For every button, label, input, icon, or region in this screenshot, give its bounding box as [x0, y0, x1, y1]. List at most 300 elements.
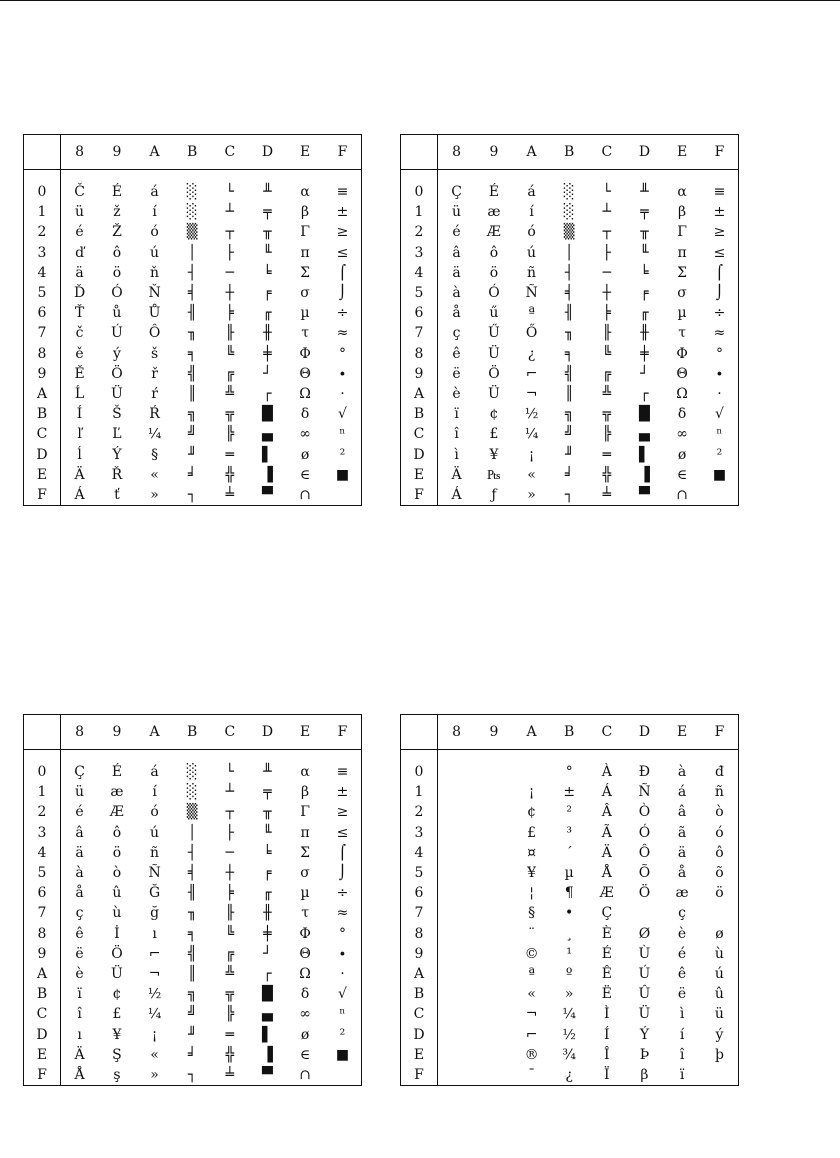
char-cell: á: [150, 764, 159, 781]
code-table-bottom-left: [23, 714, 362, 1086]
row-header: 5: [401, 863, 438, 883]
row-header: 4: [401, 843, 438, 863]
char-cell: ┘: [640, 365, 649, 382]
char-cell: [475, 1024, 513, 1044]
char-cell: Ù: [638, 945, 651, 962]
char-cell: ╤: [640, 204, 649, 221]
char-cell: ô: [489, 244, 499, 261]
char-cell: ≈: [713, 325, 726, 342]
column-header: B: [173, 715, 211, 750]
char-cell: «: [527, 986, 536, 1003]
char-cell: ∞: [299, 426, 311, 443]
char-cell: °: [565, 764, 573, 781]
char-cell: ¢: [112, 986, 122, 1003]
column-header: F: [701, 135, 739, 170]
top-rule: [0, 0, 840, 1]
row-header: 1: [401, 202, 438, 222]
table-row: [24, 843, 362, 863]
table-row: [401, 404, 739, 424]
char-cell: ╘: [640, 264, 649, 281]
char-cell: Ü: [111, 385, 123, 402]
char-cell: á: [677, 784, 687, 801]
char-cell: ²: [339, 446, 346, 463]
column-header: 9: [475, 135, 513, 170]
char-cell: [701, 903, 739, 923]
char-cell: §: [151, 446, 159, 463]
char-cell: ∞: [676, 426, 688, 443]
char-cell: ▌: [639, 446, 650, 463]
char-cell: Ý: [639, 1026, 650, 1043]
table-row: [401, 863, 739, 883]
char-cell: Š: [112, 406, 122, 423]
char-cell: ╛: [187, 1046, 197, 1063]
char-cell: ¨: [528, 925, 536, 942]
char-cell: Ä: [74, 1046, 85, 1063]
char-cell: ╙: [640, 244, 649, 261]
char-cell: é: [677, 945, 687, 962]
char-cell: Ñ: [148, 865, 161, 882]
char-cell: ű: [489, 305, 499, 322]
char-cell: ²: [566, 804, 572, 821]
row-header: E: [401, 1045, 438, 1065]
table-row: [24, 243, 362, 263]
char-cell: Č: [74, 184, 85, 201]
char-cell: │: [187, 824, 197, 841]
char-cell: ╩: [602, 385, 612, 402]
char-cell: ┐: [187, 486, 197, 503]
char-cell: ░: [186, 764, 198, 781]
table-row: [24, 1065, 362, 1086]
char-cell: ╩: [225, 965, 235, 982]
char-cell: Ğ: [148, 885, 161, 902]
char-cell: ╪: [263, 925, 272, 942]
char-cell: Θ: [299, 365, 311, 382]
char-cell: ŕ: [151, 385, 158, 402]
spacer-cell: [438, 750, 739, 763]
char-cell: ╠: [225, 1006, 235, 1023]
char-cell: ║: [187, 385, 197, 402]
char-cell: Ç: [74, 764, 85, 781]
char-cell: £: [112, 1006, 122, 1023]
row-header: 9: [401, 944, 438, 964]
row-header: 3: [24, 823, 61, 843]
char-cell: ñ: [527, 264, 537, 281]
row-header: C: [401, 1004, 438, 1024]
char-cell: Σ: [677, 264, 688, 281]
code-table-bottom-right: [400, 714, 739, 1086]
char-cell: [438, 863, 476, 883]
char-cell: ╓: [263, 885, 272, 902]
char-cell: [475, 802, 513, 822]
table-row: [401, 323, 739, 343]
char-cell: ░: [186, 204, 198, 221]
char-cell: ╗: [564, 406, 574, 423]
char-cell: π: [300, 244, 310, 261]
table-row: [24, 485, 362, 506]
char-cell: ù: [112, 905, 122, 922]
row-header: C: [24, 1004, 61, 1024]
char-cell: ├: [225, 824, 235, 841]
char-cell: ó: [150, 224, 159, 241]
char-cell: ╞: [225, 305, 235, 322]
char-cell: »: [150, 486, 159, 503]
char-cell: ├: [225, 244, 235, 261]
char-cell: Ť: [74, 305, 85, 322]
char-cell: Ó: [488, 285, 500, 302]
char-cell: Ŕ: [149, 406, 160, 423]
table-row: [24, 903, 362, 923]
char-cell: µ: [300, 305, 310, 322]
char-cell: È: [601, 925, 612, 942]
char-cell: ▌: [262, 446, 273, 463]
char-cell: Á: [74, 486, 85, 503]
char-cell: ª: [528, 965, 535, 982]
char-cell: ĺ: [77, 446, 82, 463]
row-header: E: [24, 465, 61, 485]
char-cell: ╚: [225, 925, 235, 942]
char-cell: å: [452, 305, 461, 322]
char-cell: Ô: [148, 325, 161, 342]
row-header: 3: [24, 243, 61, 263]
char-cell: ï: [77, 986, 82, 1003]
row-header: 5: [401, 283, 438, 303]
char-cell: ñ: [714, 784, 724, 801]
char-cell: ╖: [187, 325, 197, 342]
column-header: A: [513, 715, 551, 750]
char-cell: Ş: [112, 1046, 122, 1063]
char-cell: ╫: [640, 325, 649, 342]
char-cell: ï: [679, 1066, 685, 1083]
char-cell: ╗: [187, 986, 197, 1003]
char-cell: É: [488, 184, 500, 201]
char-cell: ╡: [564, 285, 574, 302]
char-cell: ┼: [225, 865, 235, 882]
table-row: [401, 944, 739, 964]
char-cell: ⌐: [525, 365, 538, 382]
char-cell: Ú: [111, 325, 123, 342]
row-header: A: [401, 384, 438, 404]
char-cell: ⌡: [338, 285, 347, 302]
char-cell: ─: [602, 264, 612, 281]
char-cell: Ž: [112, 224, 122, 241]
table-row: [401, 303, 739, 323]
char-cell: Ò: [638, 804, 651, 821]
table-row: [401, 485, 739, 506]
char-cell: ú: [714, 965, 724, 982]
char-cell: Θ: [676, 365, 688, 382]
char-cell: ¿: [565, 1066, 573, 1083]
char-cell: î: [679, 1046, 685, 1063]
char-cell: ╟: [225, 325, 235, 342]
column-header: 8: [61, 135, 99, 170]
char-cell: ö: [715, 885, 724, 902]
char-cell: ▐: [639, 466, 650, 483]
char-cell: [475, 1065, 513, 1086]
char-cell: ö: [112, 264, 122, 281]
table-row: [401, 1065, 739, 1086]
table-row: [401, 182, 739, 202]
char-cell: β: [640, 1066, 649, 1083]
row-header: 1: [401, 782, 438, 802]
char-cell: Ü: [111, 965, 123, 982]
char-cell: ░: [186, 184, 198, 201]
char-cell: ╝: [187, 426, 197, 443]
char-cell: Ω: [299, 965, 311, 982]
char-cell: ┴: [225, 784, 235, 801]
char-cell: é: [75, 804, 84, 821]
char-cell: ±: [336, 784, 349, 801]
corner-cell: [24, 135, 61, 170]
char-cell: ú: [150, 824, 160, 841]
char-cell: »: [527, 486, 536, 503]
char-cell: ├: [602, 244, 612, 261]
char-cell: ø: [677, 446, 687, 463]
char-cell: Ö: [488, 365, 500, 382]
char-cell: ╦: [602, 406, 612, 423]
row-header: F: [401, 1065, 438, 1086]
char-cell: ■: [335, 1046, 350, 1063]
char-cell: ╢: [187, 305, 197, 322]
char-cell: ¬: [525, 385, 538, 402]
char-cell: ▐: [262, 466, 273, 483]
char-cell: ▀: [262, 486, 273, 503]
char-cell: α: [300, 184, 310, 201]
char-cell: «: [527, 466, 536, 483]
char-cell: ÷: [336, 305, 349, 322]
table-row: [24, 182, 362, 202]
char-cell: ╩: [225, 385, 235, 402]
spacer-cell: [61, 750, 362, 763]
char-cell: ç: [678, 905, 686, 922]
char-cell: Ç: [451, 184, 462, 201]
row-header: 6: [24, 883, 61, 903]
char-cell: Æ: [109, 804, 124, 821]
table-row: [401, 202, 739, 222]
code-table-top-right: [400, 134, 739, 506]
spacer-cell: [24, 750, 61, 763]
row-header: D: [24, 444, 61, 464]
table-row: [24, 984, 362, 1004]
code-table-top-left: [23, 134, 362, 506]
char-cell: ⁿ: [339, 1006, 346, 1023]
char-cell: ┼: [602, 285, 612, 302]
char-cell: δ: [300, 986, 310, 1003]
char-cell: Φ: [299, 345, 311, 362]
char-cell: ╘: [263, 844, 272, 861]
char-cell: ╨: [263, 764, 272, 781]
column-header: E: [663, 135, 701, 170]
row-header: 3: [401, 823, 438, 843]
table-row: [24, 782, 362, 802]
char-cell: í: [529, 204, 534, 221]
char-cell: █: [639, 406, 650, 423]
char-cell: [324, 485, 362, 506]
char-cell: ½: [562, 1026, 576, 1043]
column-header: A: [136, 715, 174, 750]
char-cell: ▀: [639, 486, 650, 503]
char-cell: ╧: [225, 486, 235, 503]
char-cell: é: [75, 224, 84, 241]
char-cell: ╒: [640, 285, 649, 302]
char-cell: ø: [300, 446, 310, 463]
char-cell: [701, 485, 739, 506]
char-cell: ╠: [602, 426, 612, 443]
char-cell: ž: [113, 204, 121, 221]
char-cell: ř: [151, 365, 158, 382]
char-cell: ▄: [262, 426, 273, 443]
char-cell: ║: [564, 385, 574, 402]
char-cell: Ä: [74, 466, 85, 483]
char-cell: Þ: [639, 1046, 650, 1063]
char-cell: Ô: [638, 844, 651, 861]
char-cell: π: [300, 824, 310, 841]
column-header: 8: [438, 715, 476, 750]
char-cell: [475, 903, 513, 923]
char-cell: Ü: [488, 385, 500, 402]
char-cell: ╣: [187, 945, 197, 962]
char-cell: ╨: [640, 184, 649, 201]
char-cell: [475, 1045, 513, 1065]
char-cell: ╙: [263, 824, 272, 841]
char-cell: đ: [714, 764, 724, 781]
char-cell: [475, 984, 513, 1004]
char-cell: Ω: [676, 385, 688, 402]
char-cell: [438, 1065, 476, 1086]
char-cell: ░: [563, 204, 575, 221]
char-cell: ╨: [263, 184, 272, 201]
char-cell: ä: [677, 844, 687, 861]
table-row: [401, 802, 739, 822]
row-header: 2: [24, 802, 61, 822]
char-cell: õ: [715, 865, 724, 882]
table-row: [24, 465, 362, 485]
char-cell: Ď: [73, 285, 86, 302]
char-cell: Ø: [638, 925, 651, 942]
char-cell: ě: [75, 345, 84, 362]
row-header: 2: [401, 802, 438, 822]
table-row: [401, 364, 739, 384]
char-cell: ═: [225, 1026, 235, 1043]
char-cell: ─: [225, 264, 235, 281]
char-cell: [438, 964, 476, 984]
char-cell: ç: [75, 905, 84, 922]
char-cell: [438, 1004, 476, 1024]
char-cell: Ä: [451, 466, 462, 483]
table-row: [24, 424, 362, 444]
char-cell: Ű: [488, 325, 500, 342]
char-cell: └: [225, 184, 235, 201]
char-cell: ©: [524, 945, 539, 962]
char-cell: [475, 883, 513, 903]
char-cell: ¼: [562, 1006, 576, 1023]
char-cell: »: [564, 986, 574, 1003]
char-cell: í: [152, 204, 157, 221]
table-row: [401, 782, 739, 802]
char-cell: Ñ: [525, 285, 538, 302]
table-row: [401, 444, 739, 464]
char-cell: ■: [335, 466, 350, 483]
char-cell: ¡: [528, 446, 535, 463]
row-header: 1: [24, 782, 61, 802]
char-cell: ƒ: [491, 486, 497, 503]
table-row: [24, 1024, 362, 1044]
char-cell: ┘: [263, 945, 272, 962]
char-cell: Ó: [111, 285, 123, 302]
char-cell: ö: [112, 844, 122, 861]
spacer-cell: [61, 170, 362, 183]
char-cell: â: [677, 804, 687, 821]
char-cell: µ: [300, 885, 310, 902]
char-cell: [438, 823, 476, 843]
char-cell: à: [677, 764, 687, 781]
corner-cell: [401, 135, 438, 170]
char-cell: ı: [77, 1026, 82, 1043]
char-cell: ╕: [187, 345, 197, 362]
table-row: [24, 444, 362, 464]
char-cell: ∈: [299, 1046, 311, 1063]
column-header: 9: [98, 715, 136, 750]
char-cell: ░: [186, 784, 198, 801]
table-row: [24, 964, 362, 984]
row-header: 4: [401, 263, 438, 283]
char-cell: Ð: [638, 764, 651, 781]
char-cell: √: [337, 406, 347, 423]
char-cell: ±: [563, 784, 576, 801]
char-cell: Σ: [300, 264, 311, 281]
char-cell: Ő: [525, 325, 538, 342]
char-cell: ¶: [564, 885, 574, 902]
row-header: D: [401, 1024, 438, 1044]
char-cell: α: [300, 764, 310, 781]
char-cell: [438, 1045, 476, 1065]
char-cell: ⌐: [148, 945, 161, 962]
char-cell: ╬: [602, 466, 612, 483]
char-cell: ľ: [77, 426, 82, 443]
row-header: D: [401, 444, 438, 464]
char-cell: ú: [527, 244, 537, 261]
char-cell: ▀: [262, 1066, 273, 1083]
char-cell: ≡: [336, 764, 349, 781]
char-cell: Θ: [299, 945, 311, 962]
char-cell: δ: [677, 406, 687, 423]
column-header: B: [550, 135, 588, 170]
char-cell: ┘: [263, 365, 272, 382]
row-header: 9: [401, 364, 438, 384]
char-cell: ⌠: [338, 844, 347, 861]
row-header: A: [24, 964, 61, 984]
char-cell: É: [111, 184, 123, 201]
char-cell: ¾: [562, 1046, 576, 1063]
char-cell: ╜: [187, 446, 197, 463]
corner-cell: [401, 715, 438, 750]
char-cell: ¥: [489, 446, 499, 463]
char-cell: ¼: [524, 426, 539, 443]
char-cell: ≈: [336, 905, 349, 922]
char-cell: ¸: [565, 925, 573, 942]
row-header: 7: [24, 903, 61, 923]
char-cell: İ: [114, 925, 120, 942]
char-cell: ≤: [336, 824, 349, 841]
column-header: B: [550, 715, 588, 750]
char-cell: ·: [340, 965, 345, 982]
char-cell: Ã: [601, 824, 612, 841]
char-cell: σ: [300, 865, 310, 882]
char-cell: •: [565, 905, 574, 922]
char-cell: ╚: [602, 345, 612, 362]
row-header: 6: [401, 883, 438, 903]
column-header: E: [663, 715, 701, 750]
char-cell: ¬: [525, 1006, 538, 1023]
